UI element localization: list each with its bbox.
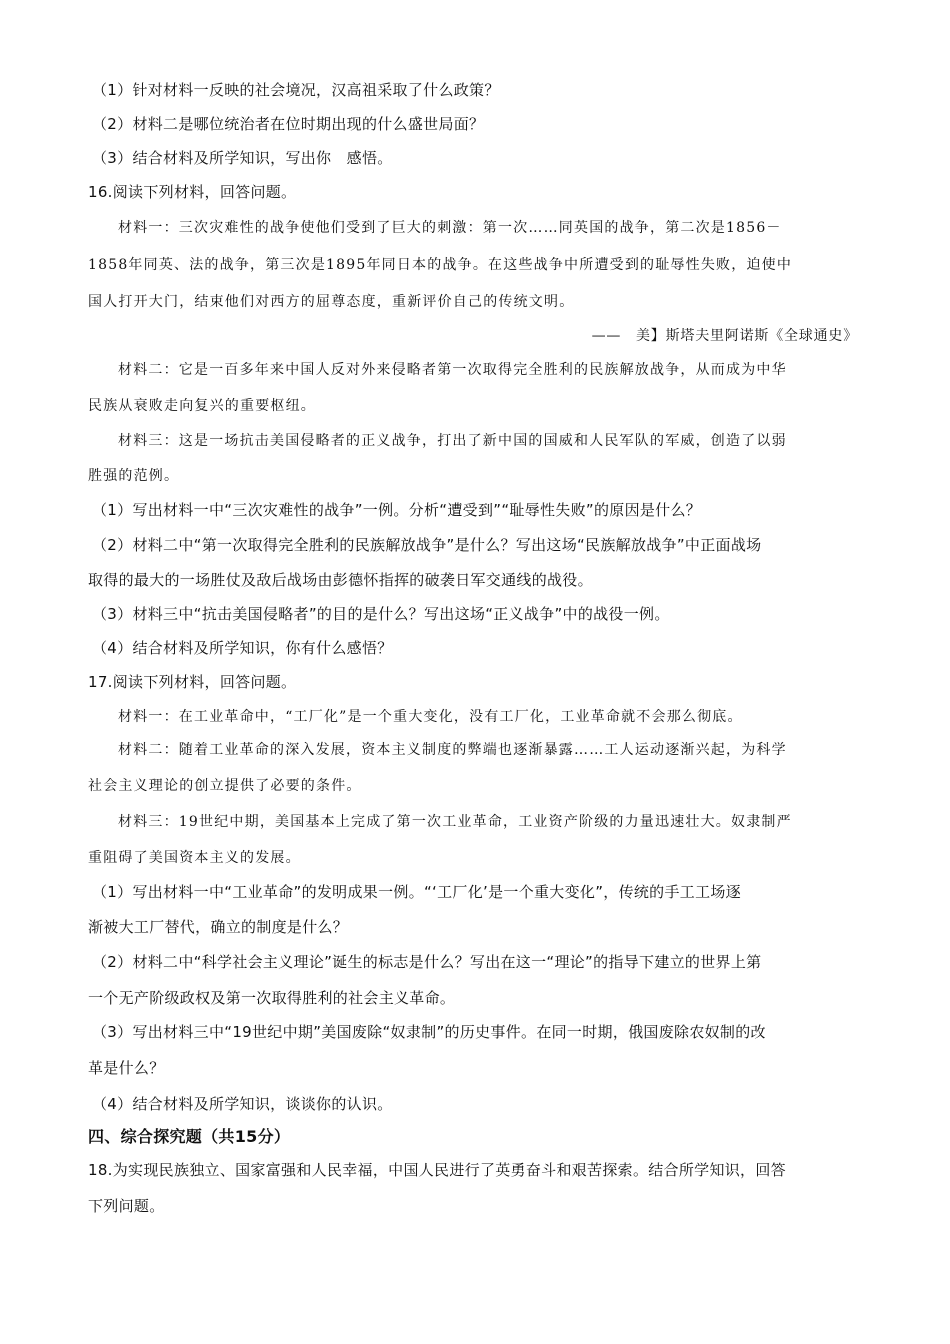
question-15-1: （1）针对材料一反映的社会境况，汉高祖采取了什么政策？	[92, 81, 500, 99]
question-17-2: （2）材料二中“科学社会主义理论”诞生的标志是什么？写出在这一“理论”的指导下建立的世界上第	[92, 953, 762, 971]
question-17-1-cont: 渐被大工厂替代，确立的制度是什么？	[88, 918, 349, 936]
q16-material-1-source: —— 美】斯塔夫里阿诺斯《全球通史》	[591, 328, 858, 344]
question-16-4: （4）结合材料及所学知识，你有什么感悟？	[92, 639, 393, 657]
question-16-1: （1）写出材料一中“三次灾难性的战争”一例。分析“遭受到”“耻辱性失败”的原因是什么？	[92, 501, 702, 519]
q17-material-3: 材料三：19世纪中期，美国基本上完成了第一次工业革命，工业资产阶级的力量迅速壮大。奴隶制严	[118, 814, 792, 830]
question-18-heading-cont: 下列问题。	[88, 1197, 165, 1215]
q16-material-1: 材料一：三次灾难性的战争使他们受到了巨大的刺激：第一次……同英国的战争，第二次是1856－	[118, 220, 782, 236]
q17-material-1: 材料一：在工业革命中，“工厂化”是一个重大变化，没有工厂化，工业革命就不会那么彻底。	[118, 709, 743, 725]
q17-material-3-cont: 重阻碍了美国资本主义的发展。	[88, 850, 301, 866]
question-16-2-cont: 取得的最大的一场胜仗及敌后战场由彭德怀指挥的破袭日军交通线的战役。	[88, 571, 593, 589]
q16-material-2-cont: 民族从衰败走向复兴的重要枢纽。	[88, 398, 316, 414]
question-17-heading: 17.阅读下列材料，回答问题。	[88, 673, 297, 691]
question-15-2: （2）材料二是哪位统治者在位时期出现的什么盛世局面？	[92, 115, 485, 133]
q16-material-1-cont: 1858年同英、法的战争，第三次是1895年同日本的战争。在这些战争中所遭受到的耻辱性失败，迫使中	[88, 257, 793, 273]
question-17-3: （3）写出材料三中“19世纪中期”美国废除“奴隶制”的历史事件。在同一时期，俄国废除农奴制的改	[92, 1023, 766, 1041]
section-heading: 四、综合探究题（共15分）	[88, 1127, 291, 1146]
q17-material-2: 材料二：随着工业革命的深入发展，资本主义制度的弊端也逐渐暴露……工人运动逐渐兴起，为科学	[118, 742, 787, 758]
question-17-3-cont: 革是什么？	[88, 1059, 165, 1077]
question-16-3: （3）材料三中“抗击美国侵略者”的目的是什么？写出这场“正义战争”中的战役一例。	[92, 605, 670, 623]
question-17-1: （1）写出材料一中“工业革命”的发明成果一例。“‘工厂化’是一个重大变化”，传统的手工工场逐	[92, 883, 741, 901]
q16-material-2: 材料二：它是一百多年来中国人反对外来侵略者第一次取得完全胜利的民族解放战争，从而成为中华	[118, 362, 787, 378]
question-16-heading: 16.阅读下列材料，回答问题。	[88, 183, 297, 201]
q16-material-1-cont2: 国人打开大门，结束他们对西方的屈尊态度，重新评价自己的传统文明。	[88, 294, 575, 310]
q16-material-3: 材料三：这是一场抗击美国侵略者的正义战争，打出了新中国的国威和人民军队的军威，创造了以弱	[118, 433, 787, 449]
q17-material-2-cont: 社会主义理论的创立提供了必要的条件。	[88, 778, 362, 794]
q16-material-3-cont: 胜强的范例。	[88, 468, 180, 484]
question-16-2: （2）材料二中“第一次取得完全胜利的民族解放战争”是什么？写出这场“民族解放战争”中正面战场	[92, 536, 762, 554]
question-17-4: （4）结合材料及所学知识，谈谈你的认识。	[92, 1095, 393, 1113]
question-17-2-cont: 一个无产阶级政权及第一次取得胜利的社会主义革命。	[88, 989, 456, 1007]
question-15-3: （3）结合材料及所学知识，写出你 感悟。	[92, 149, 393, 167]
question-18-heading: 18.为实现民族独立、国家富强和人民幸福，中国人民进行了英勇奋斗和艰苦探索。结合所学知识，回答	[88, 1161, 786, 1179]
